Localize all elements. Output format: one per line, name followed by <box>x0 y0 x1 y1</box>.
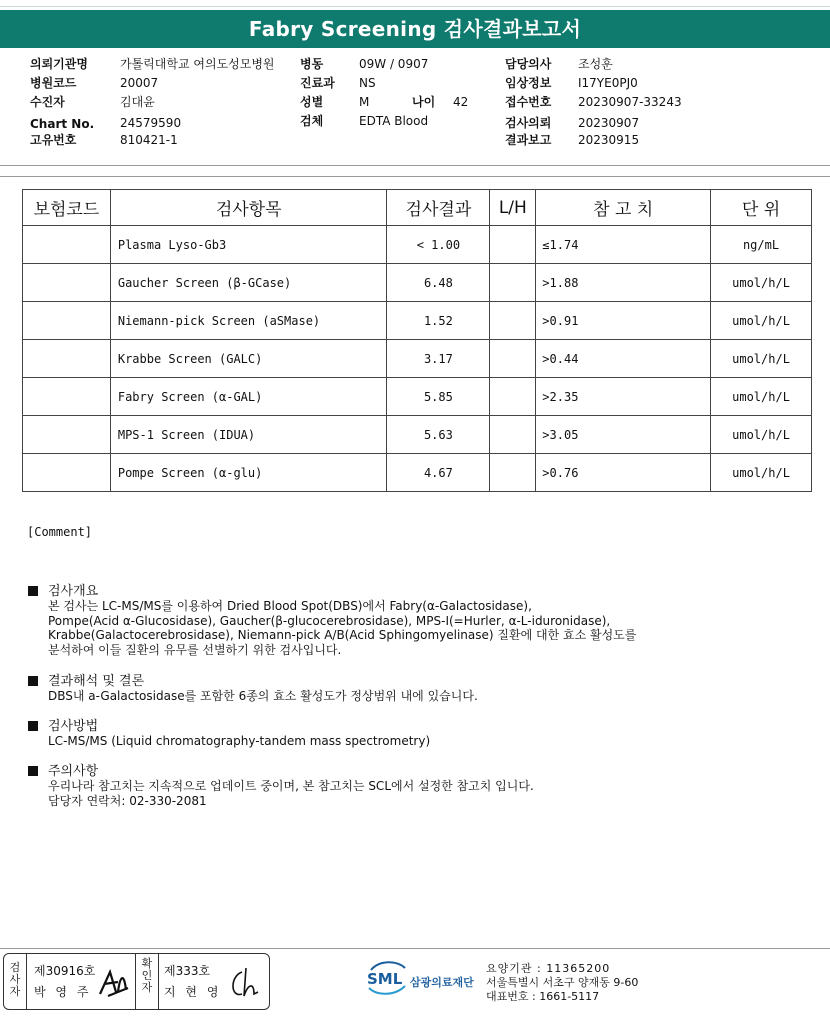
top-border <box>0 0 830 7</box>
row-lh <box>490 264 536 302</box>
label-char: 사 <box>9 973 21 986</box>
col-lh: L/H <box>490 190 536 226</box>
row-code <box>23 454 111 492</box>
col-unit: 단 위 <box>711 190 812 226</box>
col-reference: 참 고 치 <box>536 190 711 226</box>
row-reference: >2.35 <box>536 378 711 416</box>
examiner-label <box>8 962 22 998</box>
request-value: 20230907 <box>578 116 640 130</box>
patient-label: 수진자 <box>30 95 65 109</box>
comment-label: [Comment] <box>27 525 93 539</box>
examiner-label-text <box>8 962 22 998</box>
examiner-name: 박 영 주 <box>34 985 92 999</box>
confirmer-signature <box>226 964 264 1000</box>
table-row <box>23 416 812 454</box>
examiner-signature <box>96 966 132 1000</box>
receipt-value: 20230907-33243 <box>578 95 682 109</box>
divider <box>26 954 27 1009</box>
row-unit: umol/h/L <box>711 454 812 492</box>
org-name: 삼광의료재단 <box>410 976 474 989</box>
row-reference: ≤1.74 <box>536 226 711 264</box>
results-table <box>22 189 812 492</box>
confirmer-label <box>140 958 154 994</box>
row-unit: ng/mL <box>711 226 812 264</box>
row-result: 3.17 <box>387 340 490 378</box>
row-code <box>23 340 111 378</box>
col-result: 검사결과 <box>387 190 490 226</box>
col-test-item: 검사항목 <box>110 190 387 226</box>
row-unit: umol/h/L <box>711 302 812 340</box>
hospital-code-value: 20007 <box>120 76 159 90</box>
row-unit: umol/h/L <box>711 416 812 454</box>
care-code: 요양기관 : 11365200 <box>486 962 611 975</box>
age-value: 42 <box>453 95 469 109</box>
row-result: 6.48 <box>387 264 490 302</box>
row-result: < 1.00 <box>387 226 490 264</box>
unique-label: 고유번호 <box>30 133 77 147</box>
row-lh <box>490 454 536 492</box>
sml-logo-icon <box>365 960 409 996</box>
label-char: 인 <box>141 969 153 982</box>
row-lh <box>490 340 536 378</box>
row-reference: >0.76 <box>536 454 711 492</box>
row-result: 5.63 <box>387 416 490 454</box>
row-unit: umol/h/L <box>711 264 812 302</box>
report-title: Fabry Screening 검사결과보고서 <box>0 10 830 48</box>
method-title: 검사방법 <box>48 719 99 734</box>
row-code <box>23 264 111 302</box>
dept-label: 진료과 <box>300 76 335 90</box>
table-row <box>23 302 812 340</box>
row-reference: >0.91 <box>536 302 711 340</box>
footer-divider <box>0 948 830 949</box>
interpretation-title: 결과해석 및 결론 <box>48 674 145 689</box>
age-label: 나이 <box>412 95 436 109</box>
confirmer-license: 제333호 <box>164 964 211 978</box>
caution-body: 우리나라 참고치는 지속적으로 업데이트 중이며, 본 참고치는 SCL에서 설정한 참고치 입니다. 담당자 연락처: 02-330-2081 <box>48 779 534 808</box>
divider <box>135 954 136 1009</box>
col-insurance-code: 보험코드 <box>23 190 111 226</box>
row-lh <box>490 226 536 264</box>
hospital-code-label: 병원코드 <box>30 76 77 90</box>
doctor-value: 조성훈 <box>578 57 613 71</box>
unique-value: 810421-1 <box>120 133 178 147</box>
confirmer-label-text <box>140 958 154 994</box>
receipt-label: 접수번호 <box>505 95 552 109</box>
logo-text: SML <box>367 970 403 988</box>
row-code <box>23 416 111 454</box>
address: 서울특별시 서초구 양재동 9-60 <box>486 976 639 989</box>
ward-label: 병동 <box>300 57 324 71</box>
row-code <box>23 302 111 340</box>
clinical-label: 임상정보 <box>505 76 552 90</box>
chart-value: 24579590 <box>120 116 182 130</box>
row-code <box>23 378 111 416</box>
request-label: 검사의뢰 <box>505 116 552 130</box>
sex-label: 성별 <box>300 95 324 109</box>
label-char: 자 <box>9 985 21 998</box>
row-item: Gaucher Screen (β-GCase) <box>110 264 387 302</box>
row-result: 4.67 <box>387 454 490 492</box>
table-row <box>23 340 812 378</box>
section-caution <box>28 765 534 808</box>
sex-value: M <box>359 95 370 109</box>
row-item: Pompe Screen (α-glu) <box>110 454 387 492</box>
report-value: 20230915 <box>578 133 640 147</box>
table-row <box>23 226 812 264</box>
chart-label: Chart No. <box>30 117 95 131</box>
divider <box>158 954 159 1009</box>
header-divider <box>0 165 830 166</box>
specimen-label: 검체 <box>300 114 324 128</box>
section-method <box>28 720 430 749</box>
interpretation-body: DBS내 a-Galactosidase를 포함한 6종의 효소 활성도가 정상범위 내에 있습니다. <box>48 689 478 703</box>
table-row <box>23 378 812 416</box>
doctor-label: 담당의사 <box>505 57 552 71</box>
bullet-square-icon <box>28 721 38 731</box>
row-reference: >1.88 <box>536 264 711 302</box>
row-item: Plasma Lyso-Gb3 <box>110 226 387 264</box>
table-header-row <box>23 190 812 226</box>
signature-box <box>3 953 270 1010</box>
header-divider-2 <box>0 176 830 177</box>
label-char: 확 <box>141 957 153 970</box>
bullet-square-icon <box>28 586 38 596</box>
bullet-square-icon <box>28 676 38 686</box>
caution-title: 주의사항 <box>48 764 99 779</box>
patient-value: 김대윤 <box>120 95 155 109</box>
row-reference: >0.44 <box>536 340 711 378</box>
label-char: 자 <box>141 981 153 994</box>
report-label: 결과보고 <box>505 133 552 147</box>
table-row <box>23 264 812 302</box>
method-body: LC-MS/MS (Liquid chromatography-tandem mass spectrometry) <box>48 734 431 748</box>
row-item: Fabry Screen (α-GAL) <box>110 378 387 416</box>
clinical-value: I17YE0PJ0 <box>578 76 638 90</box>
row-item: Niemann-pick Screen (aSMase) <box>110 302 387 340</box>
row-lh <box>490 302 536 340</box>
section-interpretation <box>28 675 478 704</box>
institution-value: 가톨릭대학교 여의도성모병원 <box>120 57 275 71</box>
row-result: 1.52 <box>387 302 490 340</box>
row-item: Krabbe Screen (GALC) <box>110 340 387 378</box>
row-item: MPS-1 Screen (IDUA) <box>110 416 387 454</box>
row-result: 5.85 <box>387 378 490 416</box>
overview-body: 본 검사는 LC-MS/MS를 이용하여 Dried Blood Spot(DBS)에서 Fabry(α-Galactosidase), Pompe(Acid α-Glucosidase), Gaucher(β-glucocerebrosidase), MPS-I(=Hurler, α-L-iduronidase), Krabbe(Galactocerebrosidase), Niemann-pick A/B(Acid Sphingomyelinase) 질환에 대한 효소 활성도를 분석하여 이들 질환의 유무를 선별하기 위한 검사입니다. <box>48 599 637 657</box>
bullet-square-icon <box>28 766 38 776</box>
row-unit: umol/h/L <box>711 378 812 416</box>
dept-value: NS <box>359 76 376 90</box>
overview-title: 검사개요 <box>48 584 99 599</box>
section-overview <box>28 585 636 657</box>
confirmer-name: 지 현 영 <box>164 985 222 999</box>
row-reference: >3.05 <box>536 416 711 454</box>
row-lh <box>490 378 536 416</box>
institution-label: 의뢰기관명 <box>30 57 88 71</box>
table-row <box>23 454 812 492</box>
row-unit: umol/h/L <box>711 340 812 378</box>
sml-logo <box>365 960 409 1000</box>
label-char: 검 <box>9 961 21 974</box>
specimen-value: EDTA Blood <box>359 114 429 128</box>
examiner-license: 제30916호 <box>34 964 96 978</box>
row-code <box>23 226 111 264</box>
row-lh <box>490 416 536 454</box>
phone: 대표번호 : 1661-5117 <box>486 990 600 1003</box>
ward-value: 09W / 0907 <box>359 57 429 71</box>
